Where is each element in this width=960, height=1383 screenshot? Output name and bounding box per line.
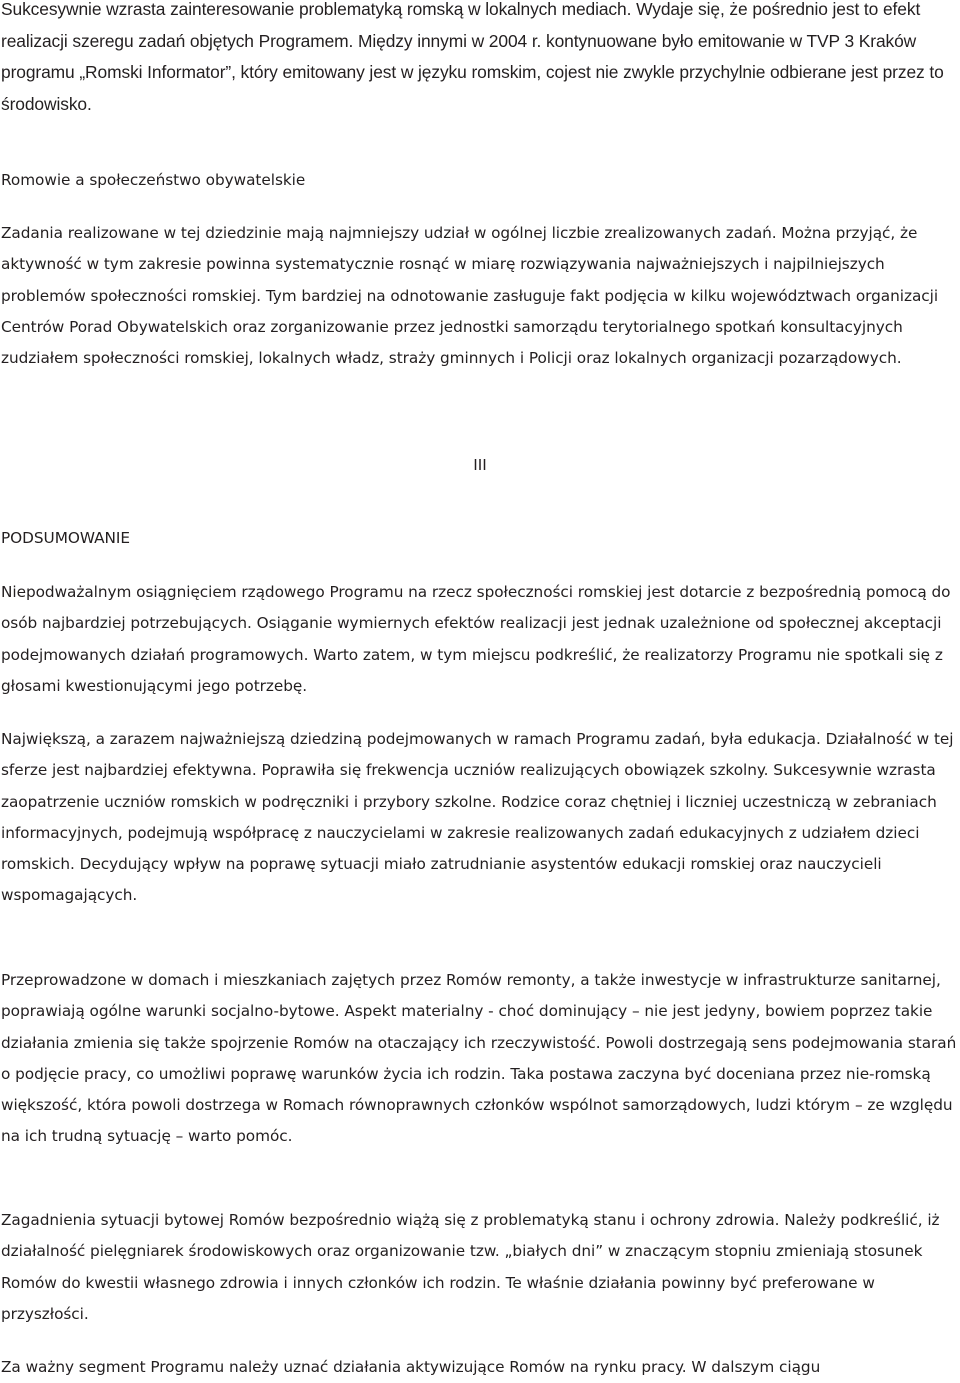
civic-society-paragraph: Zadania realizowane w tej dziedzinie mają najmniejszy udział w ogólnej liczbie zrealizowanych zadań. Można przyjąć, że aktywność w tym zakresie powinna systematycznie rosnąć w miarę rozwiązywania najważniejszych i najpilniejszych problemów społeczności romskiej. Tym bardziej na odnotowanie zasługuje fakt podjęcia w kilku województwach organizacji Centrów Porad Obywatelskich oraz zorganizowanie przez jednostki samorządu terytorialnego spotkań konsultacyjnych zudziałem społeczności romskiej, lokalnych władz, straży gminnych i Policji oraz lokalnych organizacji pozarządowych. — [1, 224, 939, 368]
section-heading-civic-society: Romowie a społeczeństwo obywatelskie — [1, 171, 306, 189]
summary-paragraph: Przeprowadzone w domach i mieszkaniach zajętych przez Romów remonty, a także inwestycje w infrastrukturze sanitarnej, poprawiają ogólne warunki socjalno-bytowe. Aspekt materialny - choć dominujący – nie jest jedyny, bowiem poprzez takie działania zmienia się także spojrzenie Romów na otaczający ich rzeczywistość. Powoli dostrzegają sens podejmowania starań o podjęcie pracy, co umożliwi poprawę warunków życia ich rodzin. Taka postawa zaczyna być doceniana przez nie-romską większość, która powoli dostrzega w Romach równoprawnych członków wspólnot samorządowych, ludzi którym – ze względu na ich trudną sytuację – warto pomóc. — [1, 971, 957, 1146]
chapter-title: PODSUMOWANIE — [1, 529, 130, 547]
summary-paragraph: Największą, a zarazem najważniejszą dziedziną podejmowanych w ramach Programu zadań, była edukacja. Działalność w tej sferze jest najbardziej efektywna. Poprawiła się frekwencja uczniów realizujących obowiązek szkolny. Sukcesywnie wzrasta zaopatrzenie uczniów romskich w podręczniki i przybory szkolne. Rodzice coraz chętniej i liczniej uczestniczą w zebraniach informacyjnych, podejmują współpracę z nauczycielami w zakresie realizowanych zadań edukacyjnych z udziałem dzieci romskich. Decydujący wpływ na poprawę sytuacji miało zatrudnianie asystentów edukacji romskiej oraz nauczycieli wspomagających. — [1, 730, 954, 905]
intro-paragraph: Sukcesywnie wzrasta zainteresowanie problematyką romską w lokalnych mediach. Wydaje się, że pośrednio jest to efekt realizacji szeregu zadań objętych Programem. Między innymi w 2004 r. kontynuowane było emitowanie w TVP 3 Kraków programu „Romski Informator”, który emitowany jest w języku romskim, cojest nie zwykle przychylnie odbierane jest przez to środowisko. — [1, 0, 944, 114]
summary-paragraph: Zagadnienia sytuacji bytowej Romów bezpośrednio wiążą się z problematyką stanu i ochrony zdrowia. Należy podkreślić, iż działalność pielęgniarek środowiskowych oraz organizowanie tzw. „białych dni” w znaczącym stopniu zmieniają stosunek Romów do kwestii własnego zdrowia i innych członków ich rodzin. Te właśnie działania powinny być preferowane w przyszłości. — [1, 1211, 940, 1323]
summary-paragraph: Za ważny segment Programu należy uznać działania aktywizujące Romów na rynku pracy. W dalszym ciągu — [1, 1358, 821, 1376]
summary-paragraph: Niepodważalnym osiągnięciem rządowego Programu na rzecz społeczności romskiej jest dotarcie z bezpośrednią pomocą do osób najbardziej potrzebujących. Osiąganie wymiernych efektów realizacji jest jednak uzależnione od społecznej akceptacji podejmowanych działań programowych. Warto zatem, w tym miejscu podkreślić, że realizatorzy Programu nie spotkali się z głosami kwestionującymi jego potrzebę. — [1, 583, 951, 695]
chapter-number: III — [473, 456, 487, 474]
